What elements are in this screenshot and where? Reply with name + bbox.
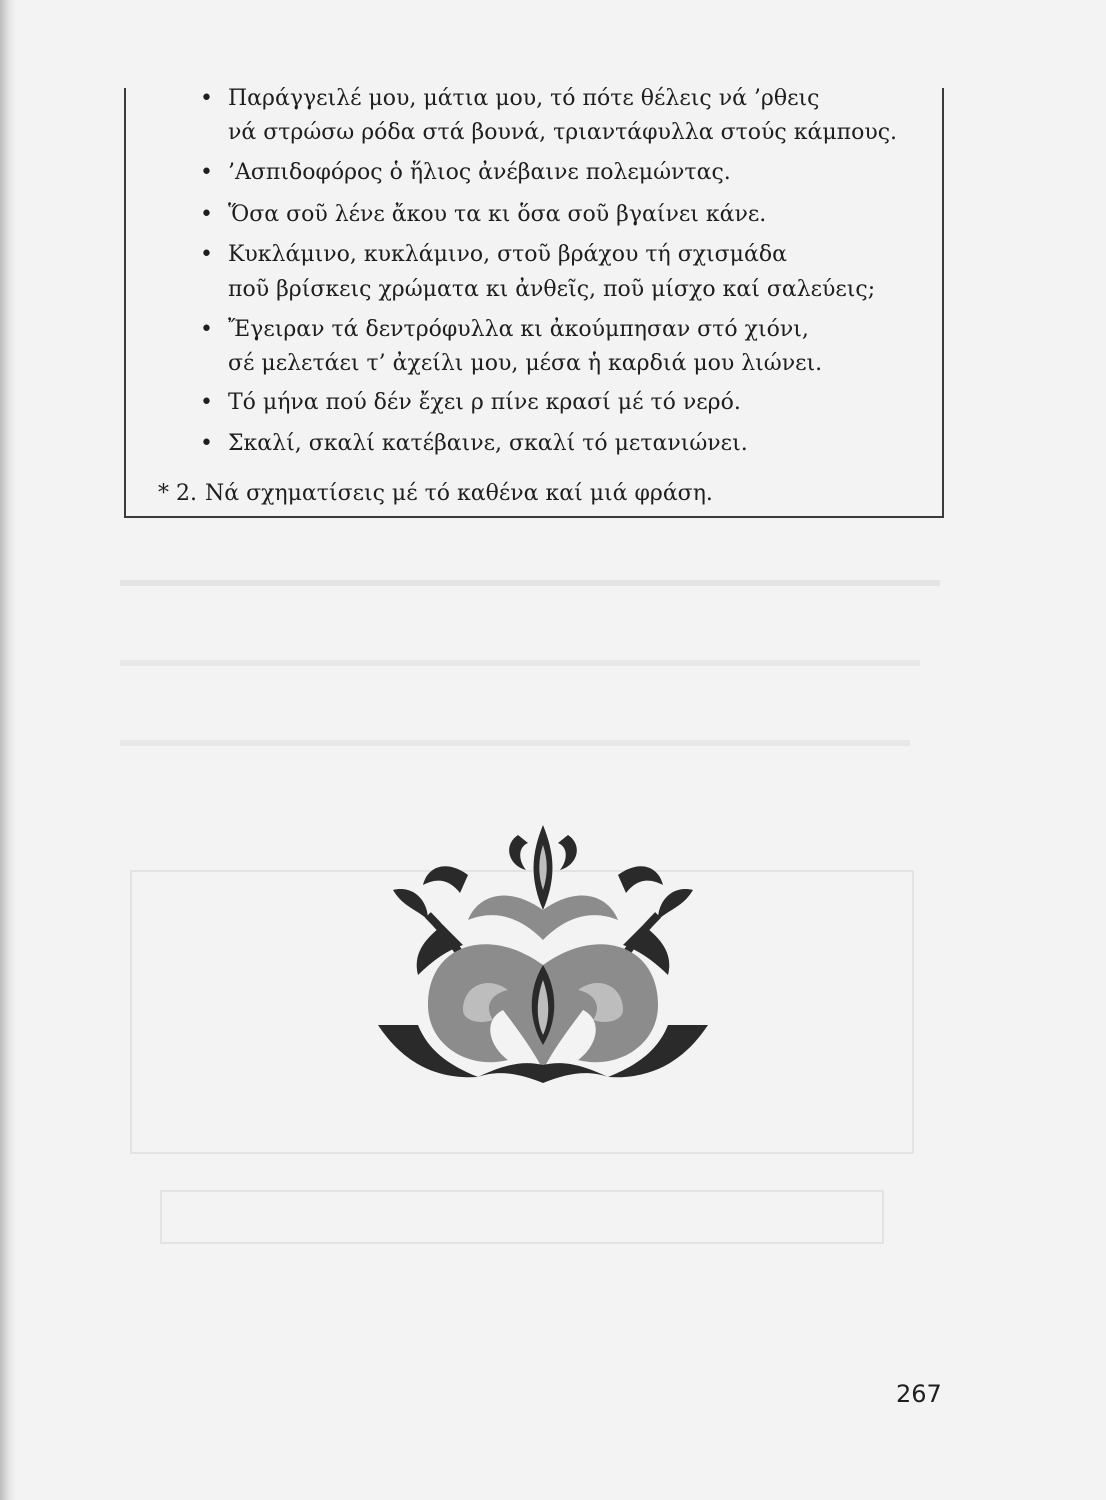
- task-marker: * 2.: [158, 481, 197, 506]
- bullet: •: [200, 202, 213, 227]
- bullet: •: [200, 86, 213, 111]
- page-binding-shadow: [0, 0, 16, 1500]
- item-line: Ὅσα σοῦ λένε ἄκου τα κι ὅσα σοῦ βγαίνει κάνε.: [228, 202, 767, 227]
- floral-ornament-icon: [368, 815, 718, 1085]
- item-line-continued: νά στρώσω ρόδα στά βουνά, τριαντάφυλλα στούς κάμπους.: [228, 120, 898, 145]
- item-line: Ἔγειραν τά δεντρόφυλλα κι ἀκούμπησαν στό χιόνι,: [228, 317, 809, 342]
- item-line-continued: ποῦ βρίσκεις χρώματα κι ἀνθεῖς, ποῦ μίσχο καί σαλεύεις;: [228, 277, 876, 302]
- bullet: •: [200, 242, 213, 267]
- exercise-item: [200, 430, 748, 458]
- bullet: •: [200, 431, 213, 456]
- item-line: Κυκλάμινο, κυκλάμινο, στοῦ βράχου τή σχισμάδα: [228, 242, 787, 267]
- item-line: Τό μήνα πού δέν ἔχει ρ πίνε κρασί μέ τό νερό.: [228, 390, 741, 415]
- page-number: 267: [896, 1380, 942, 1408]
- item-line: Παράγγειλέ μου, μάτια μου, τό πότε θέλεις νά ’ρθεις: [228, 86, 820, 111]
- exercise-task: [158, 480, 721, 508]
- exercise-item: [200, 241, 787, 269]
- exercise-item: [200, 159, 731, 187]
- item-line-continued: σέ μελετάει τ’ ἀχείλι μου, μέσα ἡ καρδιά μου λιώνει.: [228, 351, 823, 376]
- bullet: •: [200, 160, 213, 185]
- item-line: ’Ασπιδοφόρος ὁ ἥλιος ἀνέβαινε πολεμώντας.: [228, 160, 731, 185]
- exercise-item: [200, 389, 741, 417]
- item-line: Σκαλί, σκαλί κατέβαινε, σκαλί τό μετανιώνει.: [228, 431, 748, 456]
- exercise-item: [200, 201, 766, 229]
- task-text: Νά σχηματίσεις μέ τό καθένα καί μιά φράση.: [204, 481, 713, 506]
- exercise-item: [200, 85, 819, 113]
- bullet: •: [200, 390, 213, 415]
- bullet: •: [200, 317, 213, 342]
- exercise-item: [200, 316, 809, 344]
